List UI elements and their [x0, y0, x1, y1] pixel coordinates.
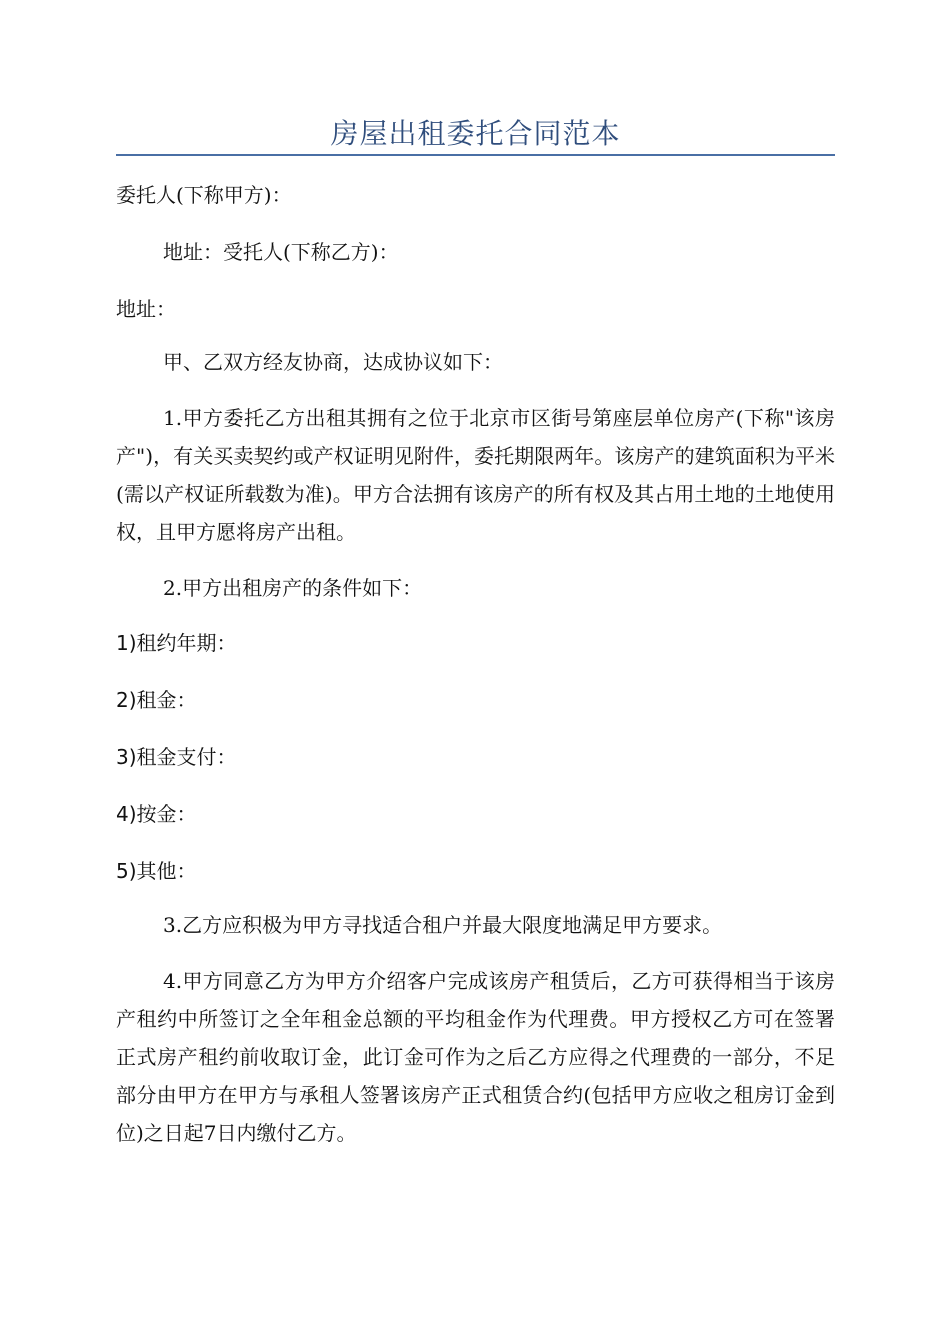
paragraph-agreement-intro: 甲、乙双方经友协商，达成协议如下： — [163, 350, 503, 374]
list-item-deposit — [116, 795, 835, 833]
title-underline — [116, 154, 835, 156]
paragraph-clause-1: 1.甲方委托乙方出租其拥有之位于北京市区街号第座层单位房产(下称"该房产")，有关买卖契约或产权证明见附件，委托期限两年。该房产的建筑面积为平米(需以产权证所载数为准)。甲方合法拥有该房产的所有权及其占用土地的土地使用权，且甲方愿将房产出租。 — [116, 406, 835, 544]
list-item-text: 3)租金支付： — [116, 745, 237, 769]
list-item-rent — [116, 681, 835, 719]
paragraph-address-agent: 地址：受托人(下称乙方)： — [163, 240, 399, 264]
paragraph-clause-3: 3.乙方应积极为甲方寻找适合租户并最大限度地满足甲方要求。 — [163, 913, 723, 937]
list-item-rent-payment — [116, 738, 835, 776]
list-item-text: 5)其他： — [116, 859, 197, 883]
list-item-text: 4)按金： — [116, 802, 197, 826]
document-title: 房屋出租委托合同范本 — [330, 117, 621, 150]
list-item-lease-term — [116, 624, 835, 662]
list-item-text: 1)租约年期： — [116, 631, 237, 655]
paragraph-principal: 委托人(下称甲方)： — [116, 183, 292, 207]
list-item-other — [116, 852, 835, 890]
paragraph-clause-2: 2.甲方出租房产的条件如下： — [163, 576, 423, 600]
list-item-text: 2)租金： — [116, 688, 197, 712]
paragraph-address: 地址： — [116, 297, 176, 321]
paragraph-clause-4: 4.甲方同意乙方为甲方介绍客户完成该房产租赁后，乙方可获得相当于该房产租约中所签订之全年租金总额的平均租金作为代理费。甲方授权乙方可在签署正式房产租约前收取订金，此订金可作为之后乙方应得之代理费的一部分，不足部分由甲方在甲方与承租人签署该房产正式租赁合约(包括甲方应收之租房订金到位)之日起7日内缴付乙方。 — [116, 969, 835, 1145]
